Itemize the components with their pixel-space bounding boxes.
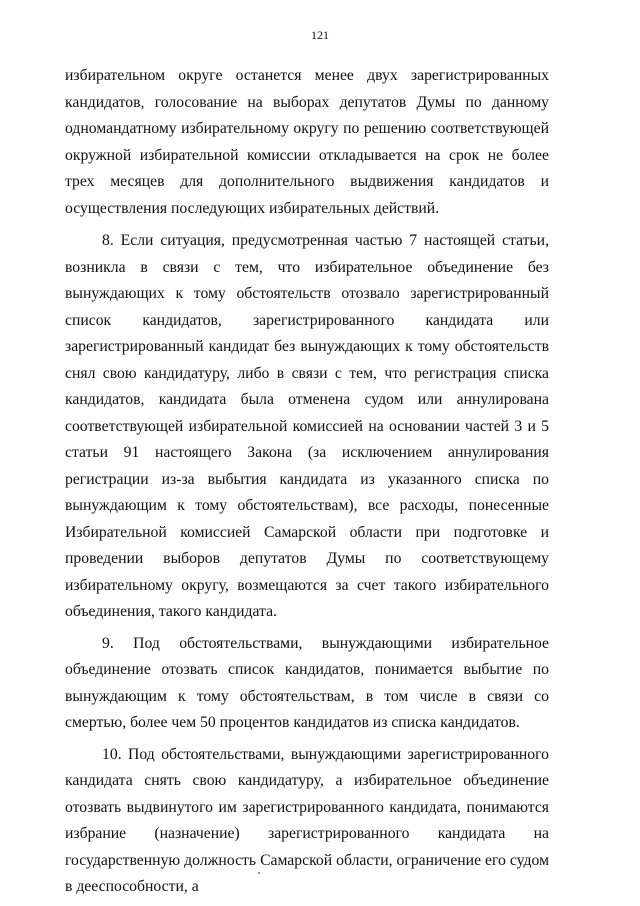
- scan-speck: [258, 872, 260, 874]
- item-10-paragraph: 10. Под обстоятельствами, вынуждающими зарегистрированного кандидата снять свою кандидатуру, а избирательное объединение отозвать выдвинутого им зарегистрированного кандидата, понимаются избрание (назначение) зарегистрированного кандидата на государственную должность Самарской области, ограничение его судом в дееспособности, а: [65, 745, 549, 895]
- continuation-paragraph: избирательном округе останется менее двух зарегистрированных кандидатов, голосование на выборах депутатов Думы по данному одномандатному избирательному округу по решению соответствующей окружной избирательной комиссии откладывается на срок не более трех месяцев для дополнительного выдвижения кандидатов и осуществления последующих избирательных действий.: [65, 67, 549, 217]
- article-items: [65, 228, 549, 906]
- continuation-block: [65, 63, 549, 222]
- item-9-paragraph: 9. Под обстоятельствами, вынуждающими избирательное объединение отозвать список кандидатов, понимается выбытие по вынуждающим к тому обстоятельствам, в том числе в связи со смертью, более чем 50 процентов кандидатов из списка кандидатов.: [65, 634, 549, 731]
- item-8-paragraph: 8. Если ситуация, предусмотренная частью 7 настоящей статьи, возникла в связи с тем, что избирательное объединение без вынуждающих к тому обстоятельств отозвало зарегистрированный список кандидатов, зарегистрированного кандидата или зарегистрированный кандидат без вынуждающих к тому обстоятельств снял свою кандидатуру, либо в связи с тем, что регистрация списка кандидатов, кандидата была отменена судом или аннулирована соответствующей избирательной комиссией на основании частей 3 и 5 статьи 91 настоящего Закона (за исключением аннулирования регистрации из-за выбытия кандидата из указанного списка по вынуждающим к тому обстоятельствам), все расходы, понесенные Избирательной комиссией Самарской области при подготовке и проведении выборов депутатов Думы по соответствующему избирательному округу, возмещаются за счет такого избирательного объединения, такого кандидата.: [65, 232, 549, 620]
- page-number: 121: [311, 28, 329, 42]
